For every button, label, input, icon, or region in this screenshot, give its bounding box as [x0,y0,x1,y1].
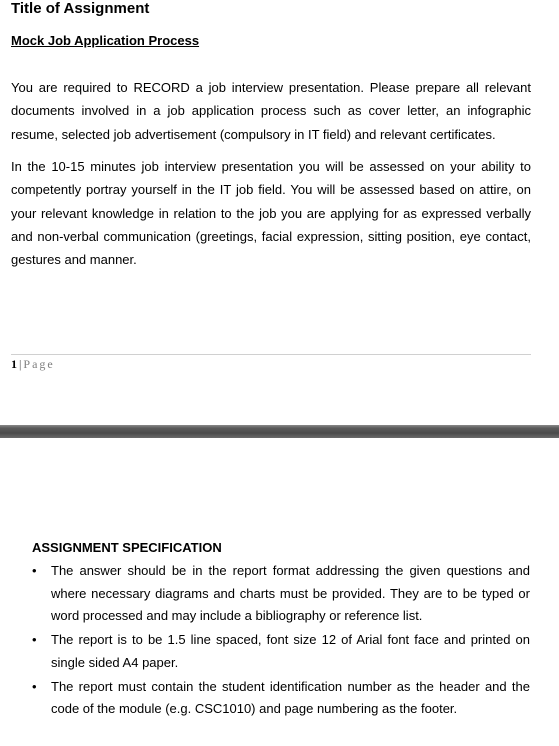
document-page-2 [0,438,559,746]
specification-list [32,560,530,722]
list-item-text: The report is to be 1.5 line spaced, font size 12 of Arial font face and printed on single sided A4 paper. [51,632,530,670]
list-item [32,560,530,628]
page-footer [11,357,55,372]
footer-divider [11,354,531,355]
footer-page-number: 1 [11,357,17,371]
list-item-text: The answer should be in the report format addressing the given questions and where necessary diagrams and charts must be provided. They are to be typed or word processed and may include a bibliography or reference list. [51,563,530,624]
specification-heading: ASSIGNMENT SPECIFICATION [32,540,222,555]
list-item [32,629,530,674]
bullet-icon: • [32,678,37,694]
bullet-icon: • [32,563,37,578]
list-item-text: The report must contain the student identification number as the header and the code of the module (e.g. CSC1010) and page numbering as the footer. [51,678,530,717]
assignment-title: Title of Assignment [11,0,150,17]
footer-page-label: Page [23,357,55,371]
bullet-icon: • [32,632,37,648]
list-item [32,676,530,721]
paragraph-assessment: In the 10-15 minutes job interview presentation you will be assessed on your ability to competently portray yourself in the IT job field. You will be assessed based on attire, on your relevant knowledge in relation to the job you are applying for as expressed verbally and non-verbal communication (greetings, facial expression, sitting position, eye contact, gestures and manner. [11,159,531,268]
footer-separator: | [19,357,22,371]
paragraph-instructions: You are required to RECORD a job interview presentation. Please prepare all relevant documents involved in a job application process such as cover letter, an infographic resume, selected job advertisement (compulsory in IT field) and relevant certificates. [11,80,531,142]
assignment-subtitle: Mock Job Application Process [11,33,200,48]
page-break-gap [0,425,559,438]
